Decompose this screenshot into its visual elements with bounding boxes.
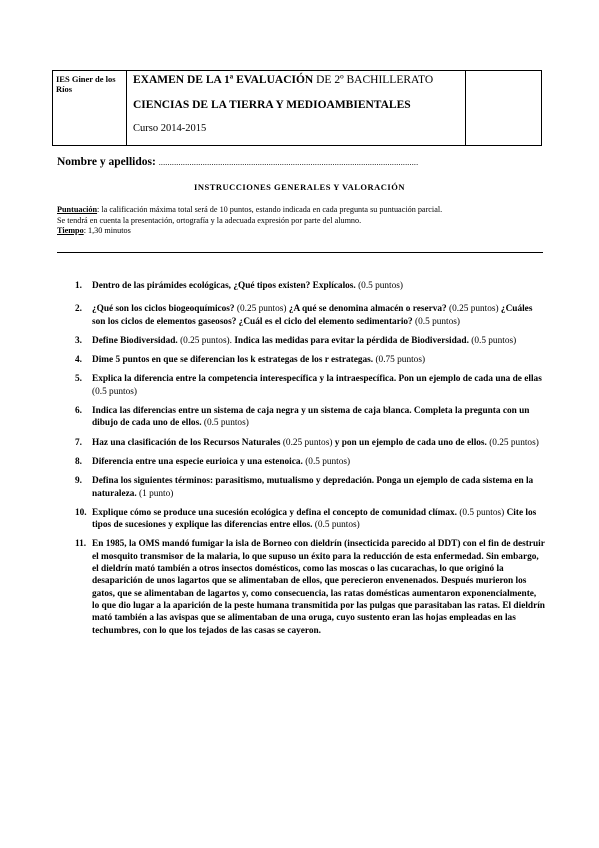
question-points: (0.25 puntos) xyxy=(234,304,289,315)
name-label: Nombre y apellidos: xyxy=(57,156,156,168)
question-item xyxy=(75,475,545,500)
question-text: Diferencia entre una especie eurioica y una estenoica. xyxy=(92,456,303,467)
question-text: y pon un ejemplo de cada uno de ellos. xyxy=(334,437,487,448)
question-points: (0.5 puntos) xyxy=(412,316,460,327)
instructions-title: INSTRUCCIONES GENERALES Y VALORACIÓN xyxy=(194,182,405,192)
question-number: 6. xyxy=(75,406,82,417)
exam-title xyxy=(133,74,459,86)
exam-title-rest: DE 2º BACHILLERATO xyxy=(313,74,434,86)
score-text: : la calificación máxima total será de 10 puntos, estando indicada en cada pregunta su puntuación parcial. xyxy=(97,205,443,214)
section-divider xyxy=(57,252,543,253)
question-item xyxy=(75,538,545,636)
question-item xyxy=(75,280,545,292)
question-item xyxy=(75,507,545,532)
question-text: ¿A qué se denomina almacén o reserva? xyxy=(288,304,447,315)
question-item xyxy=(75,303,545,328)
time-line xyxy=(57,226,547,237)
question-points: (0.5 puntos) xyxy=(92,386,137,397)
question-points: (0.5 puntos) xyxy=(355,281,404,291)
question-number: 4. xyxy=(75,355,82,366)
question-item xyxy=(75,456,545,468)
question-item xyxy=(75,405,545,430)
question-points: (0.75 puntos) xyxy=(373,355,426,366)
question-text: Explica la diferencia entre la competencia interespecífica y la intraespecífica. Pon un ejemplo de cada una de ellas xyxy=(92,374,542,385)
question-points: (0.25 puntos) xyxy=(280,437,335,448)
question-item xyxy=(75,335,545,347)
question-points: (0.5 puntos) xyxy=(201,418,249,429)
score-line xyxy=(57,205,547,216)
school-name: IES Giner de los Ríos xyxy=(53,71,127,145)
presentation-line: Se tendrá en cuenta la presentación, ortografía y la adecuada expresión por parte del alumno. xyxy=(57,215,362,225)
question-text: Define Biodiversidad. xyxy=(92,335,178,346)
question-number: 1. xyxy=(75,281,82,291)
exam-title-cell xyxy=(127,71,466,145)
question-text: En 1985, la OMS mandó fumigar la isla de Borneo con dieldrín (insecticida parecido al DDT) con el fin de destruir el mosquito transmisor de la malaria, lo que supuso un éxito para la reducción de esta enfermedad. Sin embargo, el dieldrín mató también a otros insectos domésticos, como las moscas o las cucarachas, lo que originó la desaparición de unos lagartos que se alimentaban de ellos, que perecieron envenenados. Después murieron los gatos, que se alimentaban de lagartos y, como consecuencia, las ratas domésticas aumentaron exponencialmente, lo que dio lugar a la aparición de la peste humana transmitida por las pulgas que parasitaban las ratas. El dieldrín mató también a las avispas que se alimentaban de una oruga, cuyo sustento eran las hojas empleadas en las techumbres, con lo que los tejados de las casas se cayeron. xyxy=(92,539,545,636)
question-text: Explique cómo se produce una sucesión ecológica y defina el concepto de comunidad clímax. xyxy=(92,507,457,518)
question-number: 11. xyxy=(75,539,87,550)
question-number: 8. xyxy=(75,456,82,467)
question-points: (1 punto) xyxy=(136,488,174,499)
time-label: Tiempo xyxy=(57,226,84,235)
name-dots: ...................................................................................................................... xyxy=(158,158,419,167)
question-text: ¿Cuáles son los ciclos de elementos gaseosos? ¿Cuál es el ciclo del elemento sedimentario? xyxy=(92,304,533,327)
question-text: Cite los tipos de sucesiones y explique las diferencias entre ellos. xyxy=(92,507,537,531)
instructions-block xyxy=(57,205,547,237)
question-number: 9. xyxy=(75,476,82,487)
question-number: 3. xyxy=(75,335,82,346)
question-item xyxy=(75,437,545,449)
question-points: (0.25 puntos). xyxy=(177,335,235,346)
grade-cell xyxy=(466,71,541,145)
question-points: (0.5 puntos) xyxy=(457,507,507,518)
exam-course: Curso 2014-2015 xyxy=(133,123,207,134)
exam-header-table xyxy=(52,70,542,146)
question-item xyxy=(75,354,545,366)
question-text: Dentro de las pirámides ecológicas, ¿Qué tipos existen? Explícalos. xyxy=(92,281,356,291)
question-text: Dime 5 puntos en que se diferencian los k estrategas de los r estrategas. xyxy=(92,355,374,366)
name-field[interactable] xyxy=(57,156,547,168)
question-text: Indica las medidas para evitar la pérdida de Biodiversidad. xyxy=(234,335,469,346)
exam-subject: CIENCIAS DE LA TIERRA Y MEDIOAMBIENTALES xyxy=(133,99,411,111)
question-text: Defina los siguientes términos: parasitismo, mutualismo y depredación. Ponga un ejemplo de cada sistema en la naturaleza. xyxy=(92,476,534,499)
question-points: (0.5 puntos) xyxy=(302,456,351,467)
time-text: : 1,30 minutos xyxy=(83,226,131,235)
question-points: (0.5 puntos) xyxy=(468,335,517,346)
question-points: (0.25 puntos) xyxy=(486,437,539,448)
question-number: 2. xyxy=(75,304,82,315)
question-text: ¿Qué son los ciclos biogeoquímicos? xyxy=(92,304,235,315)
question-text: Haz una clasificación de los Recursos Naturales xyxy=(92,437,281,448)
question-item xyxy=(75,373,545,398)
score-label: Puntuación xyxy=(57,205,98,214)
question-points: (0.25 puntos) xyxy=(446,304,501,315)
question-number: 10. xyxy=(75,507,87,518)
question-points: (0.5 puntos) xyxy=(312,520,360,531)
question-list xyxy=(75,280,545,637)
exam-title-bold: EXAMEN DE LA 1ª EVALUACIÓN xyxy=(133,74,314,86)
question-text: Indica las diferencias entre un sistema de caja negra y un sistema de caja blanca. Completa la pregunta con un dibujo de cada uno de ellos. xyxy=(92,406,530,429)
question-number: 7. xyxy=(75,437,82,448)
question-number: 5. xyxy=(75,374,82,385)
